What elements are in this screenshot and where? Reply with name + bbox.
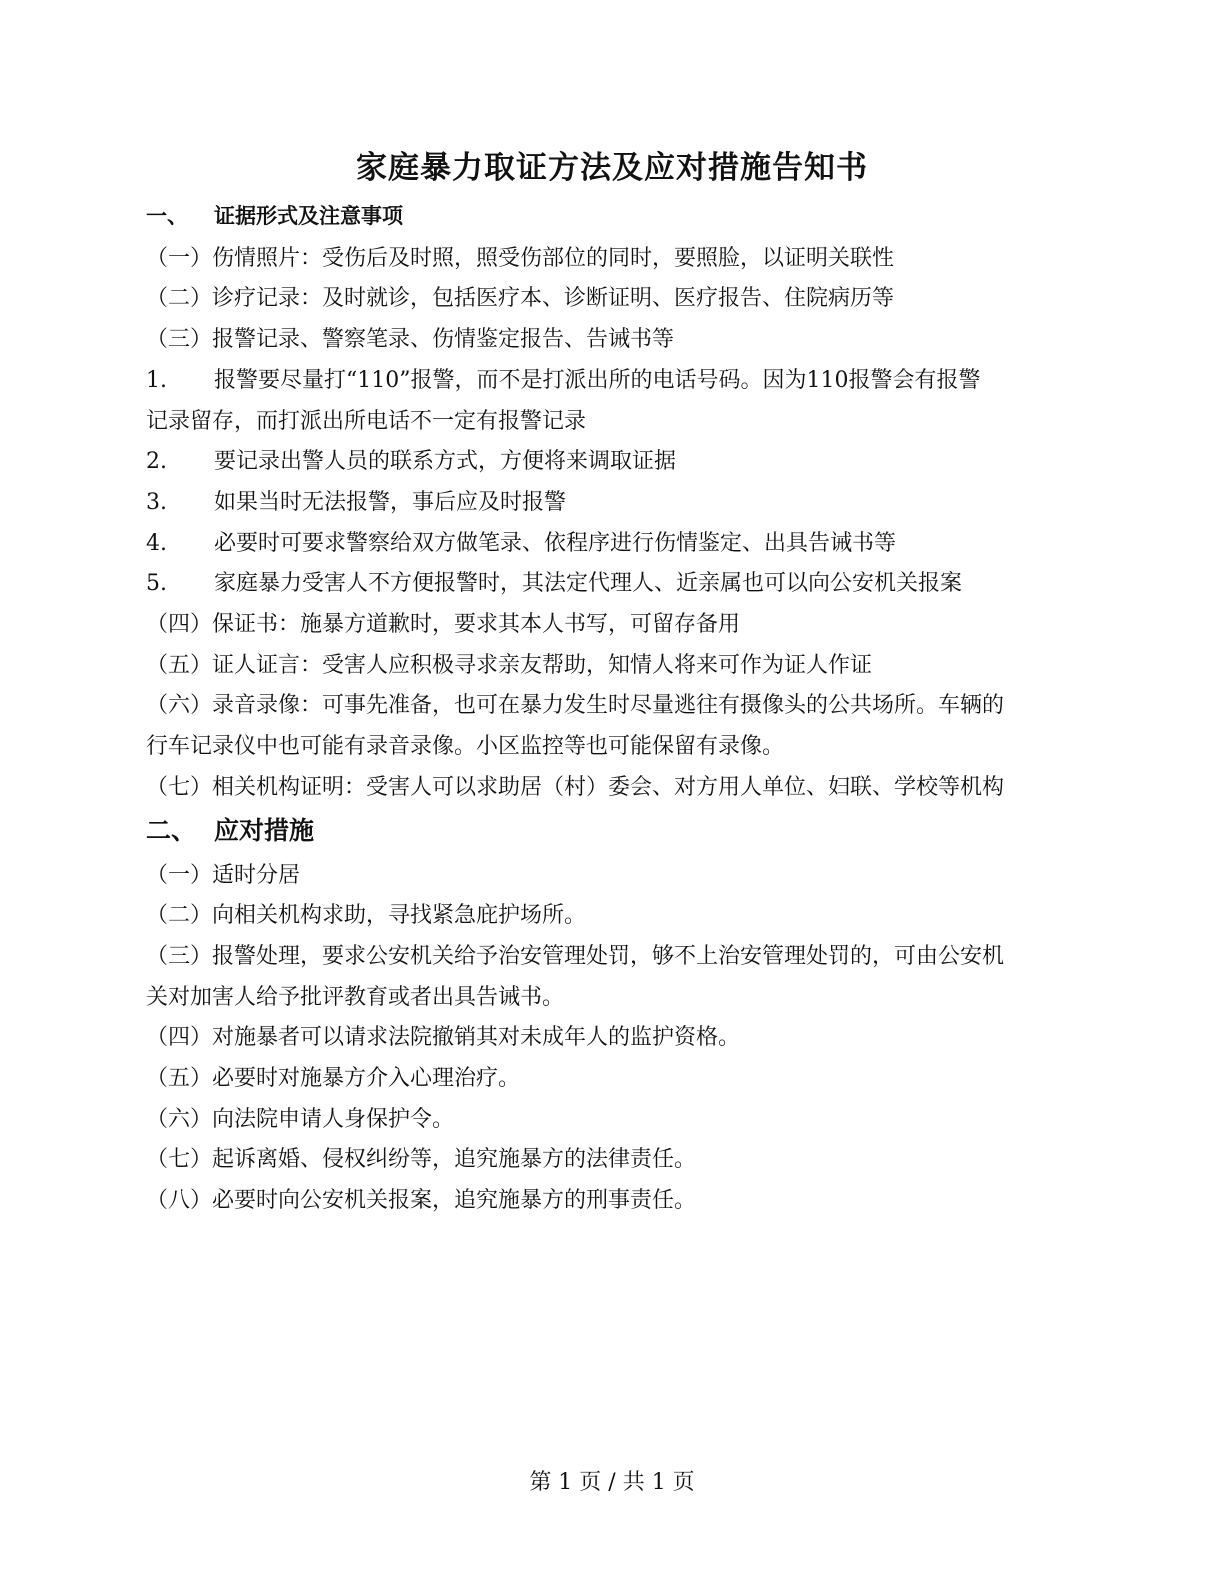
list-item: （四）保证书：施暴方道歉时，要求其本人书写，可留存备用 (146, 612, 741, 637)
numbered-item-continuation: 记录留存，而打派出所电话不一定有报警记录 (146, 409, 587, 434)
list-item: （三）报警记录、警察笔录、伤情鉴定报告、告诫书等 (146, 327, 675, 352)
list-item: （八）必要时向公安机关报案，追究施暴方的刑事责任。 (146, 1188, 697, 1213)
list-item-continuation: 关对加害人给予批评教育或者出具告诫书。 (146, 985, 565, 1010)
list-item: （三）报警处理，要求公安机关给予治安管理处罚，够不上治安管理处罚的，可由公安机 (146, 944, 1005, 969)
numbered-item: 4. 必要时可要求警察给双方做笔录、依程序进行伤情鉴定、出具告诫书等 (146, 531, 897, 556)
page-footer: 第 1 页 / 共 1 页 (529, 1470, 695, 1495)
list-item: （七）起诉离婚、侵权纠纷等，追究施暴方的法律责任。 (146, 1147, 697, 1172)
section-title: 应对措施 (214, 816, 315, 845)
list-item: （四）对施暴者可以请求法院撤销其对未成年人的监护资格。 (146, 1025, 741, 1050)
numbered-item: 1. 报警要尽量打“110”报警，而不是打派出所的电话号码。因为110报警会有报警 (146, 368, 981, 393)
section-heading-2 (146, 816, 314, 846)
section-number: 二、 (146, 816, 197, 845)
list-item: （七）相关机构证明：受害人可以求助居（村）委会、对方用人单位、妇联、学校等机构 (146, 775, 1005, 800)
section-title: 证据形式及注意事项 (214, 204, 403, 228)
list-item: （二）诊疗记录：及时就诊，包括医疗本、诊断证明、医疗报告、住院病历等 (146, 286, 895, 311)
list-item: （六）向法院申请人身保护令。 (146, 1107, 455, 1132)
list-item: （二）向相关机构求助，寻找紧急庇护场所。 (146, 903, 587, 928)
list-item: （五）必要时对施暴方介入心理治疗。 (146, 1066, 521, 1091)
numbered-item: 5. 家庭暴力受害人不方便报警时，其法定代理人、近亲属也可以向公安机关报案 (146, 571, 963, 596)
section-number: 一、 (146, 204, 188, 228)
list-item-continuation: 行车记录仪中也可能有录音录像。小区监控等也可能保留有录像。 (146, 734, 785, 759)
document-title: 家庭暴力取证方法及应对措施告知书 (356, 150, 868, 186)
numbered-item: 2. 要记录出警人员的联系方式，方便将来调取证据 (146, 449, 677, 474)
list-item: （一）伤情照片：受伤后及时照，照受伤部位的同时，要照脸，以证明关联性 (146, 246, 895, 271)
list-item: （五）证人证言：受害人应积极寻求亲友帮助，知情人将来可作为证人作证 (146, 653, 873, 678)
numbered-item: 3. 如果当时无法报警，事后应及时报警 (146, 490, 567, 515)
section-heading-1 (146, 201, 403, 231)
list-item: （一）适时分居 (146, 863, 301, 888)
list-item: （六）录音录像：可事先准备，也可在暴力发生时尽量逃往有摄像头的公共场所。车辆的 (146, 693, 1005, 718)
